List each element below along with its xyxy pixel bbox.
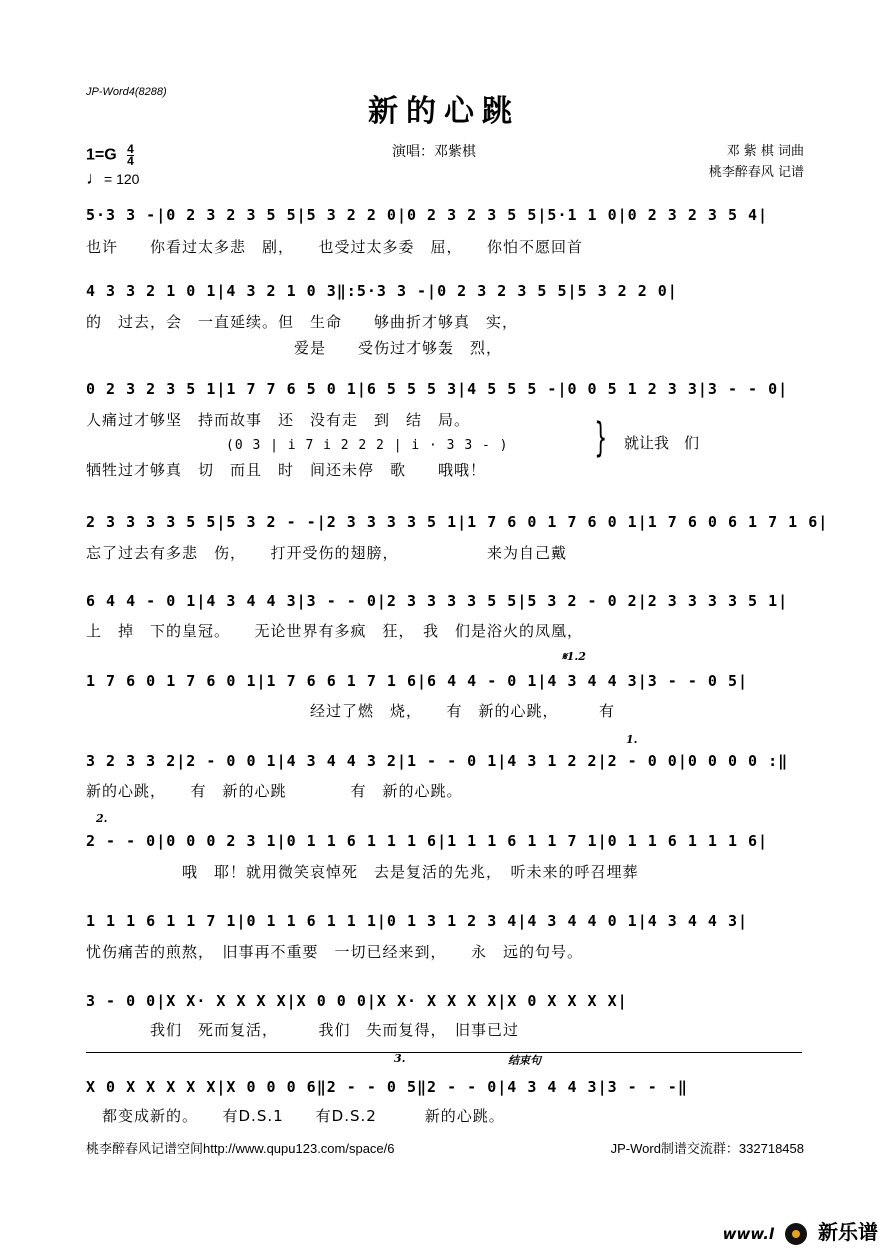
lyric-line-3c: 牺牲过才够真 切 而且 时 间还未停 歌 哦哦！ [86, 461, 487, 479]
logo-url: www.l [722, 1225, 775, 1243]
notation-line-4: 2 3 3 3 3 5 5|5 3 2 - -|2 3 3 3 3 5 1|1 7 6 0 1 7 6 0 1|1 7 6 0 6 1 7 1 6| [86, 513, 829, 531]
notation-line-9: 1 1 1 6 1 1 7 1|0 1 1 6 1 1 1|0 1 3 1 2 3 4|4 3 4 4 0 1|4 3 4 4 3| [86, 912, 749, 930]
tempo-value: = 120 [104, 171, 140, 187]
quarter-note-icon: ♩ [86, 168, 104, 188]
lyric-line-8: 哦 耶！就用微笑哀悼死 去是复活的先兆， 听未来的呼召埋葬 [86, 863, 639, 881]
site-logo[interactable] [723, 1216, 878, 1245]
lyric-line-9: 忧伤痛苦的煎熬， 旧事再不重要 一切已经来到， 永 远的句号。 [86, 943, 584, 961]
lyric-line-1: 也许 你看过太多悲 剧， 也受过太多委 屈， 你怕不愿回首 [86, 238, 584, 256]
time-top: 4 [127, 142, 134, 156]
tempo-marking [86, 168, 139, 189]
logo-name: 新乐谱 [818, 1220, 878, 1244]
jp-word-tag: JP-Word4(8288) [86, 86, 167, 98]
notation-line-5: 6 4 4 - 0 1|4 3 4 4 3|3 - - 0|2 3 3 3 3 5 5|5 3 2 - 0 2|2 3 3 3 3 5 1| [86, 592, 789, 610]
notation-line-7: 3 2 3 3 2|2 - 0 0 1|4 3 4 4 3 2|1 - - 0 1|4 3 1 2 2|2 - 0 0|0 0 0 0 :‖ [86, 752, 789, 770]
lyric-line-3b: (0 3 | i 7 i 2 2 2 | i · 3 3 - ) [86, 438, 509, 453]
coda-label: 结束句 [508, 1054, 541, 1067]
notation-line-10: 3 - 0 0|X X· X X X X|X 0 0 0|X X· X X X X|X 0 X X X X| [86, 992, 628, 1010]
brace-icon: } [594, 415, 608, 461]
segno-marker: 𝄋1.2 [562, 650, 586, 663]
ending-3-marker: 3. [394, 1052, 406, 1065]
song-title: 新的心跳 [368, 94, 520, 129]
notation-line-6: 1 7 6 0 1 7 6 0 1|1 7 6 6 1 7 1 6|6 4 4 - 0 1|4 3 4 4 3|3 - - 0 5| [86, 672, 749, 690]
notation-line-1: 5·3 3 -|0 2 3 2 3 5 5|5 3 2 2 0|0 2 3 2 3 5 5|5·1 1 0|0 2 3 2 3 5 4| [86, 206, 769, 224]
ending-1-marker: 1. [626, 733, 638, 746]
author-credits [709, 141, 804, 183]
notation-line-2: 4 3 3 2 1 0 1|4 3 2 1 0 3‖:5·3 3 -|0 2 3 2 3 5 5|5 3 2 2 0| [86, 282, 678, 300]
volta-bracket-line [86, 1052, 802, 1053]
time-signature [127, 144, 134, 167]
lyric-line-5: 上 掉 下的皇冠。 无论世界有多疯 狂， 我 们是浴火的凤凰， [86, 622, 584, 640]
notation-line-11: X 0 X X X X X|X 0 0 0 6‖2 - - 0 5‖2 - - 0|4 3 4 4 3|3 - - -‖ [86, 1078, 688, 1096]
key-signature [86, 144, 134, 167]
key-label: 1=G [86, 146, 117, 164]
footer-left: 桃李醉春风记谱空间http://www.qupu123.com/space/6 [86, 1141, 395, 1156]
transcriber-credit: 桃李醉春风 记谱 [708, 165, 804, 180]
lyric-line-2b: 爱是 受伤过才够轰 烈， [86, 339, 503, 357]
record-disc-icon [785, 1223, 807, 1245]
lyric-line-10: 我们 死而复活， 我们 失而复得， 旧事已过 [86, 1021, 520, 1039]
lyric-line-2a: 的 过去，会 一直延续。但 生命 够曲折才够真 实， [86, 313, 519, 331]
notation-line-3: 0 2 3 2 3 5 1|1 7 7 6 5 0 1|6 5 5 5 3|4 5 5 5 -|0 0 5 1 2 3 3|3 - - 0| [86, 380, 789, 398]
singer-credit: 演唱：邓紫棋 [392, 144, 476, 160]
time-bottom: 4 [127, 154, 134, 168]
ending-2-marker: 2. [96, 812, 108, 825]
lyric-line-7: 新的心跳， 有 新的心跳 有 新的心跳。 [86, 782, 463, 800]
lyric-line-4: 忘了过去有多悲 伤， 打开受伤的翅膀， 来为自己戴 [86, 544, 568, 562]
side-lyric: 就让我 们 [624, 434, 700, 452]
composer-credit: 邓 紫 棋 词曲 [726, 144, 804, 159]
lyric-line-11: 都变成新的。 有D.S.1 有D.S.2 新的心跳。 [86, 1107, 505, 1125]
footer-right: JP-Word制谱交流群：332718458 [610, 1141, 804, 1156]
lyric-line-6: 经过了燃 烧， 有 新的心跳， 有 [86, 702, 616, 720]
lyric-line-3a: 人痛过才够坚 持而故事 还 没有走 到 结 局。 [86, 411, 471, 429]
notation-line-8: 2 - - 0|0 0 0 2 3 1|0 1 1 6 1 1 1 6|1 1 1 6 1 1 7 1|0 1 1 6 1 1 1 6| [86, 832, 769, 850]
